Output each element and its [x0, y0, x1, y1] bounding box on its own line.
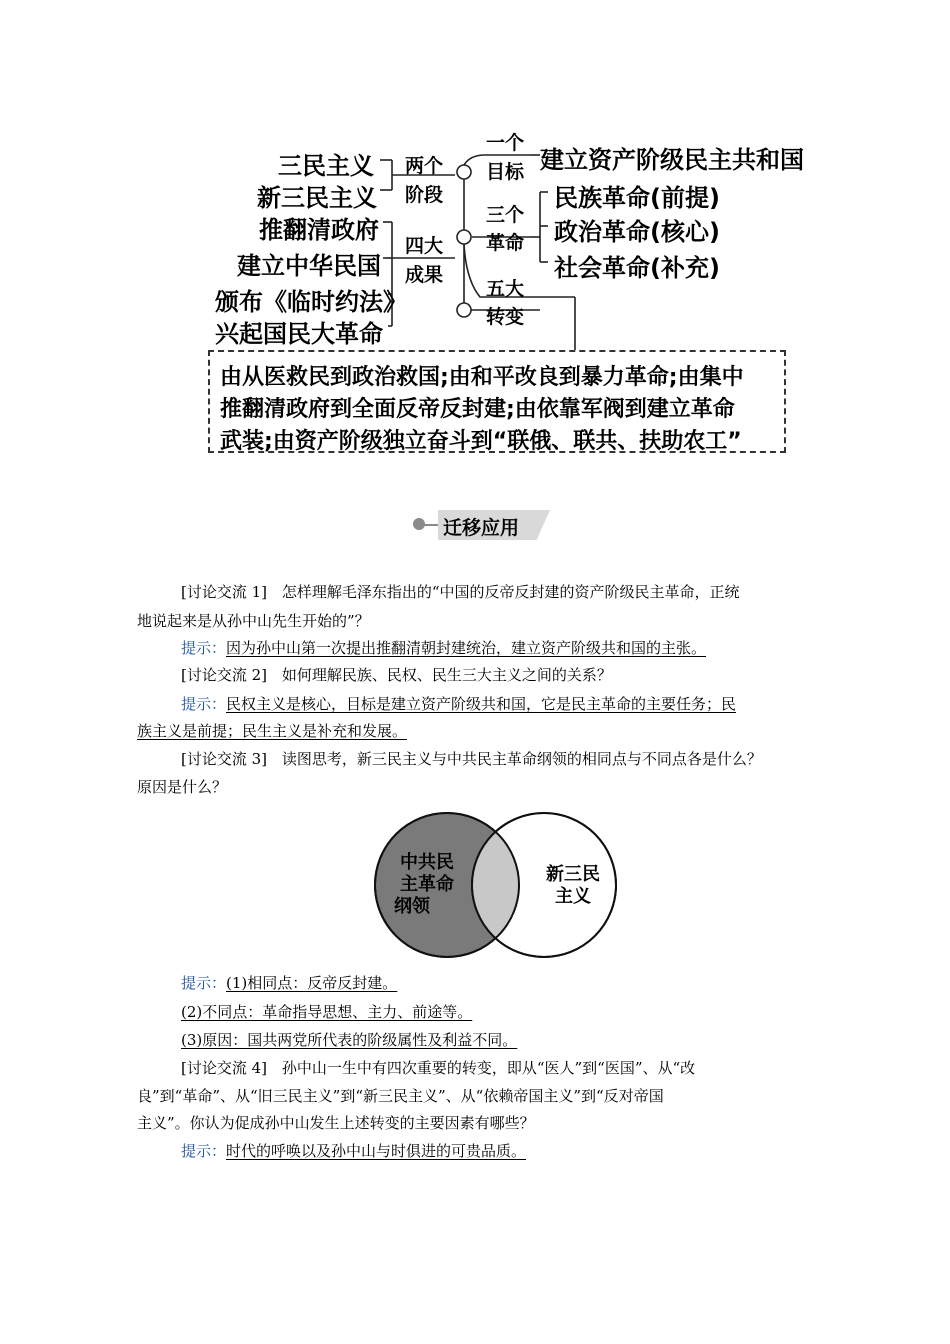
discussion-3-question-line-2: 原因是什么？ [137, 778, 228, 796]
discussion-4-question-text: 孙中山一生中有四次重要的转变，即从“医人”到“医国”、从“改 [281, 1059, 696, 1077]
discussion-1-answer [181, 639, 706, 657]
hint-label: 提示： [181, 1142, 227, 1160]
changes-line-3: 武装;由资产阶级独立奋斗到“联俄、联共、扶助农工” [220, 429, 742, 454]
venn-right-label [528, 864, 618, 908]
discussion-4-answer [181, 1142, 526, 1160]
discussion-2-label: [讨论交流 2] [181, 666, 268, 684]
stage-label-top: 两个 [405, 155, 444, 177]
goal-label-top: 一个 [486, 132, 525, 154]
goal-text: 建立资产阶级民主共和国 [540, 146, 804, 174]
venn-left-line-3: 纲领 [394, 896, 430, 917]
discussion-3-answer-text-1: (1)相同点：反帝反封建。 [226, 974, 398, 992]
hint-label: 提示： [181, 974, 227, 992]
discussion-1-answer-text: 因为孙中山第一次提出推翻清朝封建统治，建立资产阶级共和国的主张。 [226, 639, 707, 657]
section-title: 迁移应用 [443, 517, 520, 539]
results-label-top: 四大 [405, 235, 444, 257]
knowledge-structure-diagram [0, 0, 950, 470]
revolution-political: 政治革命(核心) [554, 218, 720, 246]
discussion-4-question-line-3: 主义”。你认为促成孙中山发生上述转变的主要因素有哪些？ [137, 1114, 535, 1132]
discussion-2-question-text: 如何理解民族、民权、民生三大主义之间的关系？ [281, 666, 612, 684]
changes-label-top: 五大 [486, 278, 525, 300]
hint-label: 提示： [181, 639, 227, 657]
goal-label-bottom: 目标 [486, 161, 525, 183]
discussion-1-question-line-1 [181, 583, 739, 601]
discussion-3-label: [讨论交流 3] [181, 750, 268, 768]
left-item-found-roc: 建立中华民国 [237, 252, 381, 280]
revolution-label-top: 三个 [486, 204, 525, 226]
discussion-4-question-line-2: 良”到“革命”、从“旧三民主义”到“新三民主义”、从“依赖帝国主义”到“反对帝国 [137, 1087, 664, 1105]
venn-right-line-2: 主义 [555, 886, 591, 907]
discussion-4-label: [讨论交流 4] [181, 1059, 268, 1077]
hint-label: 提示： [181, 695, 227, 713]
left-item-overthrow-qing: 推翻清政府 [259, 216, 379, 244]
discussion-2-answer-line-1 [181, 695, 736, 713]
venn-right-line-1: 新三民 [546, 864, 600, 885]
revolution-label-bottom: 革命 [486, 232, 525, 254]
revolution-national: 民族革命(前提) [554, 184, 720, 212]
five-changes-box [208, 350, 786, 453]
discussion-3-answer-line-2: (2)不同点：革命指导思想、主力、前途等。 [181, 1003, 473, 1021]
discussion-1-question-text: 怎样理解毛泽东指出的“中国的反帝反封建的资产阶级民主革命，正统 [281, 583, 740, 601]
discussion-2-question [181, 666, 612, 684]
left-item-new-three-principles: 新三民主义 [257, 184, 377, 212]
stage-label-bottom: 阶段 [405, 184, 444, 206]
discussion-1-label: [讨论交流 1] [181, 583, 268, 601]
discussion-3-answer-line-3: (3)原因：国共两党所代表的阶级属性及利益不同。 [181, 1031, 518, 1049]
changes-label-bottom: 转变 [486, 306, 525, 328]
changes-line-2: 推翻清政府到全面反帝反封建;由依靠军阀到建立革命 [220, 397, 735, 422]
discussion-1-question-line-2: 地说起来是从孙中山先生开始的”？ [137, 612, 370, 630]
discussion-4-answer-text: 时代的呼唤以及孙中山与时俱进的可贵品质。 [226, 1142, 527, 1160]
venn-left-label [382, 852, 472, 918]
results-label-bottom: 成果 [405, 264, 444, 286]
venn-left-line-2: 主革命 [400, 874, 454, 895]
venn-diagram [372, 810, 622, 964]
revolution-social: 社会革命(补充) [554, 254, 720, 282]
left-item-provisional-constitution: 颁布《临时约法》 [215, 288, 407, 316]
discussion-3-question-line-1 [181, 750, 762, 768]
discussion-4-question-line-1 [181, 1059, 695, 1077]
discussion-3-question-text: 读图思考，新三民主义与中共民主革命纲领的相同点与不同点各是什么？ [281, 750, 762, 768]
changes-line-1: 由从医救民到政治救国;由和平改良到暴力革命;由集中 [220, 365, 744, 390]
left-item-three-principles: 三民主义 [278, 152, 374, 180]
discussion-2-answer-text: 民权主义是核心，目标是建立资产阶级共和国，它是民主革命的主要任务；民 [226, 695, 737, 713]
left-item-national-revolution: 兴起国民大革命 [215, 320, 383, 348]
discussion-2-answer-line-2: 族主义是前提；民生主义是补充和发展。 [137, 722, 408, 740]
discussion-3-answer-line-1 [181, 974, 397, 992]
venn-left-line-1: 中共民 [400, 852, 454, 873]
